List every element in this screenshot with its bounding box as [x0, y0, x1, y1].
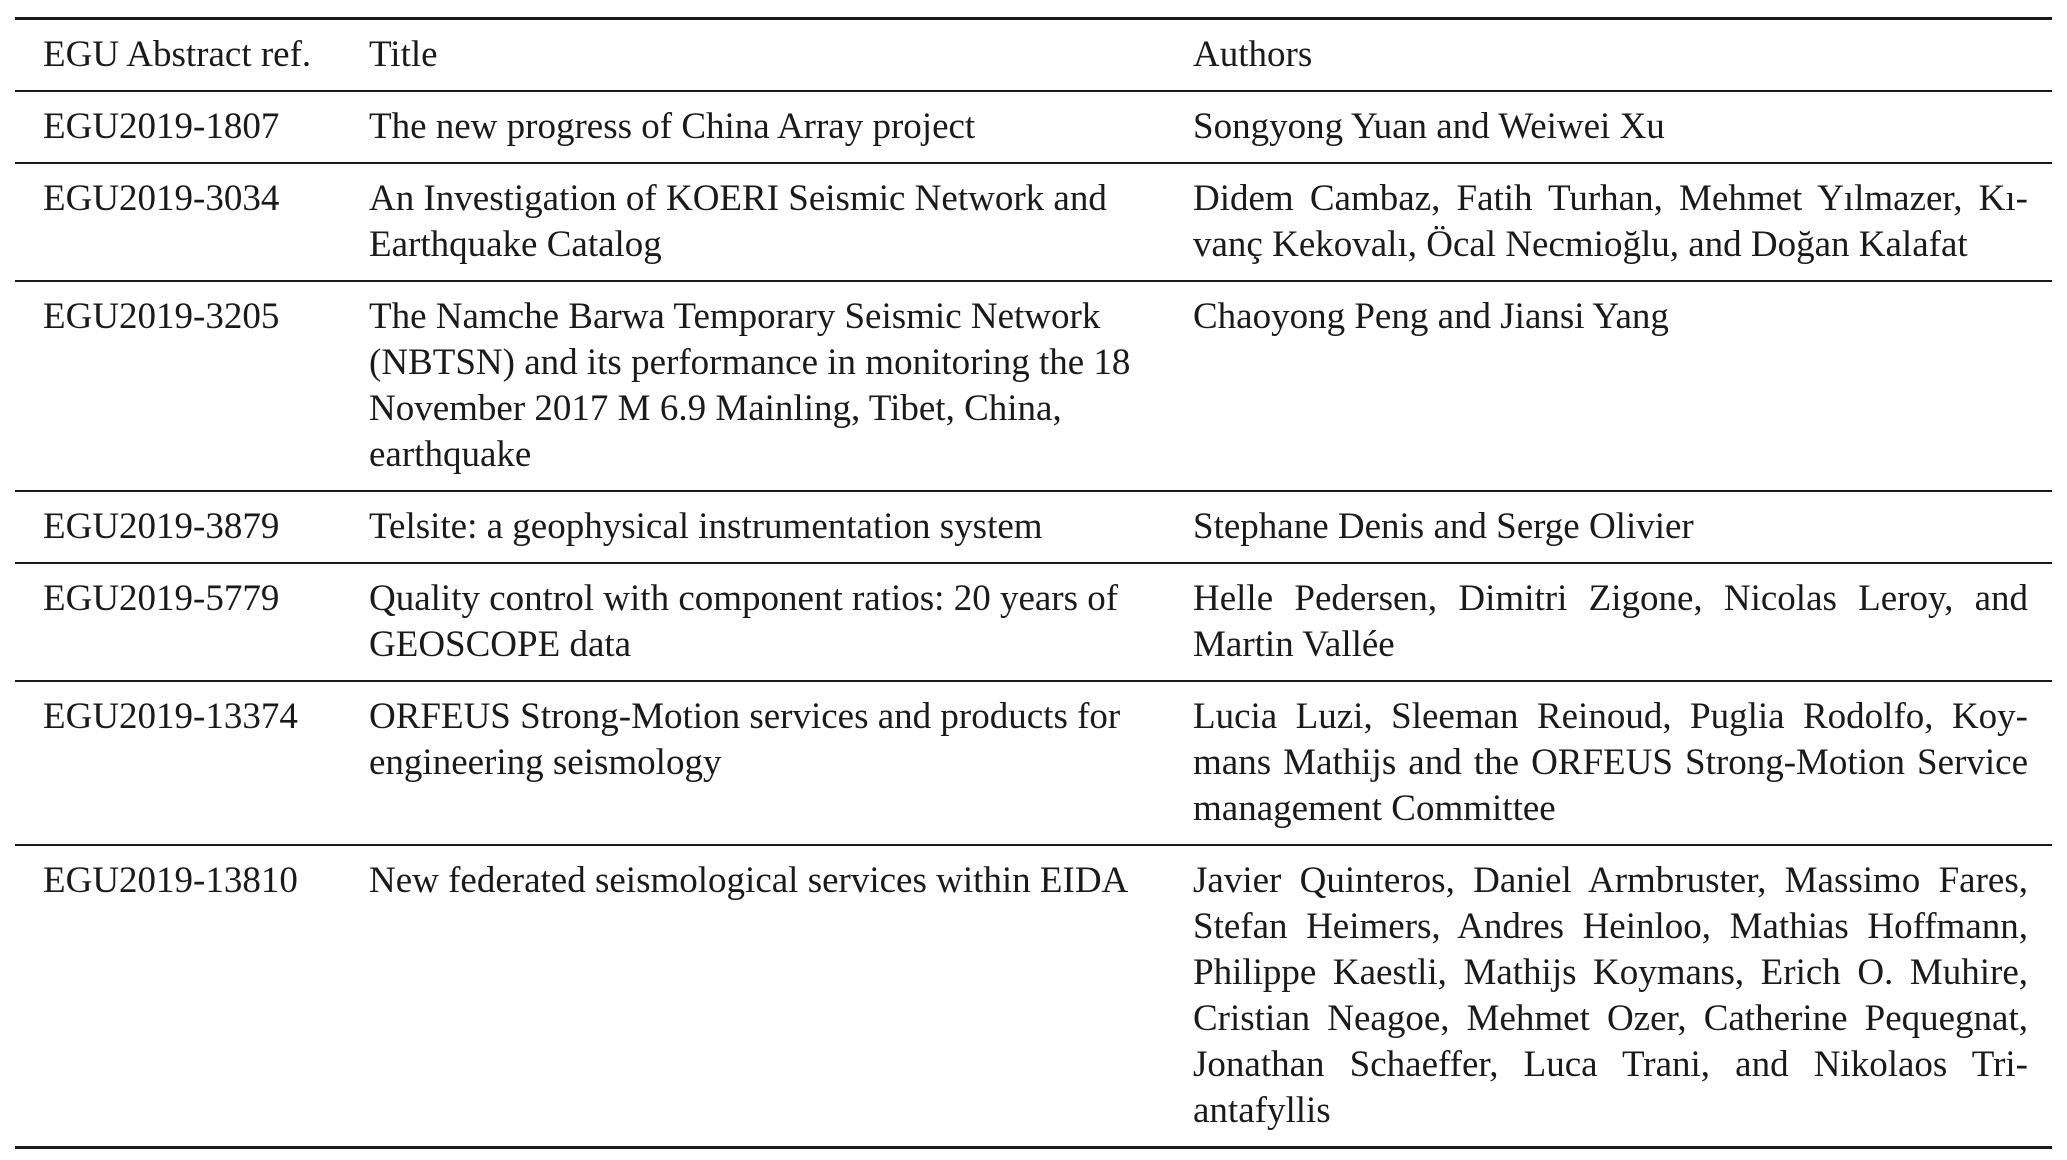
table-row: [15, 281, 2052, 491]
cell-authors: Helle Pedersen, Dimitri Zigone, Nicolas Leroy, and Martin Vallée: [1193, 578, 2028, 665]
table-row: [15, 91, 2052, 163]
cell-ref: EGU2019-13374: [43, 696, 298, 737]
cell-authors: Stephane Denis and Serge Olivier: [1193, 506, 1694, 547]
table-row: [15, 163, 2052, 281]
header-row: [15, 19, 2052, 92]
cell-title: The Namche Barwa Temporary Seismic Network (NBTSN) and its performance in monitoring the 18 November 2017 M 6.9 Mainling, Tibet, China, earthquake: [369, 296, 1131, 475]
cell-authors: Chaoyong Peng and Jiansi Yang: [1193, 296, 1669, 337]
cell-authors: Songyong Yuan and Weiwei Xu: [1193, 106, 1665, 147]
abstracts-table: [15, 17, 2052, 1149]
table-row: [15, 681, 2052, 845]
cell-ref: EGU2019-13810: [43, 860, 298, 901]
table-row: [15, 491, 2052, 563]
table-row: [15, 845, 2052, 1148]
cell-ref: EGU2019-1807: [43, 106, 280, 147]
cell-ref: EGU2019-3205: [43, 296, 280, 337]
cell-title: ORFEUS Strong-Motion services and products for engineering seismology: [369, 696, 1121, 783]
cell-title: Telsite: a geophysical instrumentation system: [369, 506, 1043, 547]
cell-title: An Investigation of KOERI Seismic Network and Earthquake Catalog: [369, 178, 1107, 265]
cell-authors: Javier Quinteros, Daniel Armbruster, Massimo Fares, Stefan Heimers, Andres Heinloo, Mathias Hoffmann, Philippe Kaestli, Mathijs Koymans, Erich O. Muhire, Cristian Neagoe, Mehmet Ozer, Catherine Pequegnat, Jonathan Schaeffer, Luca Trani, and Nikolaos Triantafyllis: [1193, 860, 2028, 1131]
cell-ref: EGU2019-5779: [43, 578, 280, 619]
header-title: Title: [369, 34, 438, 75]
cell-title: New federated seismological services within EIDA: [369, 860, 1129, 901]
header-authors: Authors: [1193, 34, 1313, 75]
cell-authors: Lucia Luzi, Sleeman Reinoud, Puglia Rodolfo, Koymans Mathijs and the ORFEUS Strong-Motion Service management Committee: [1193, 696, 2028, 829]
table-body: [15, 91, 2052, 1148]
table-row: [15, 563, 2052, 681]
header-ref: EGU Abstract ref.: [43, 34, 312, 75]
cell-ref: EGU2019-3034: [43, 178, 280, 219]
cell-authors: Didem Cambaz, Fatih Turhan, Mehmet Yılmazer, Kıvanç Kekovalı, Öcal Necmioğlu, and Doğan Kalafat: [1193, 178, 2028, 265]
cell-title: The new progress of China Array project: [369, 106, 976, 147]
cell-title: Quality control with component ratios: 20 years of GEOSCOPE data: [369, 578, 1119, 665]
cell-ref: EGU2019-3879: [43, 506, 280, 547]
table-header: [15, 19, 2052, 92]
